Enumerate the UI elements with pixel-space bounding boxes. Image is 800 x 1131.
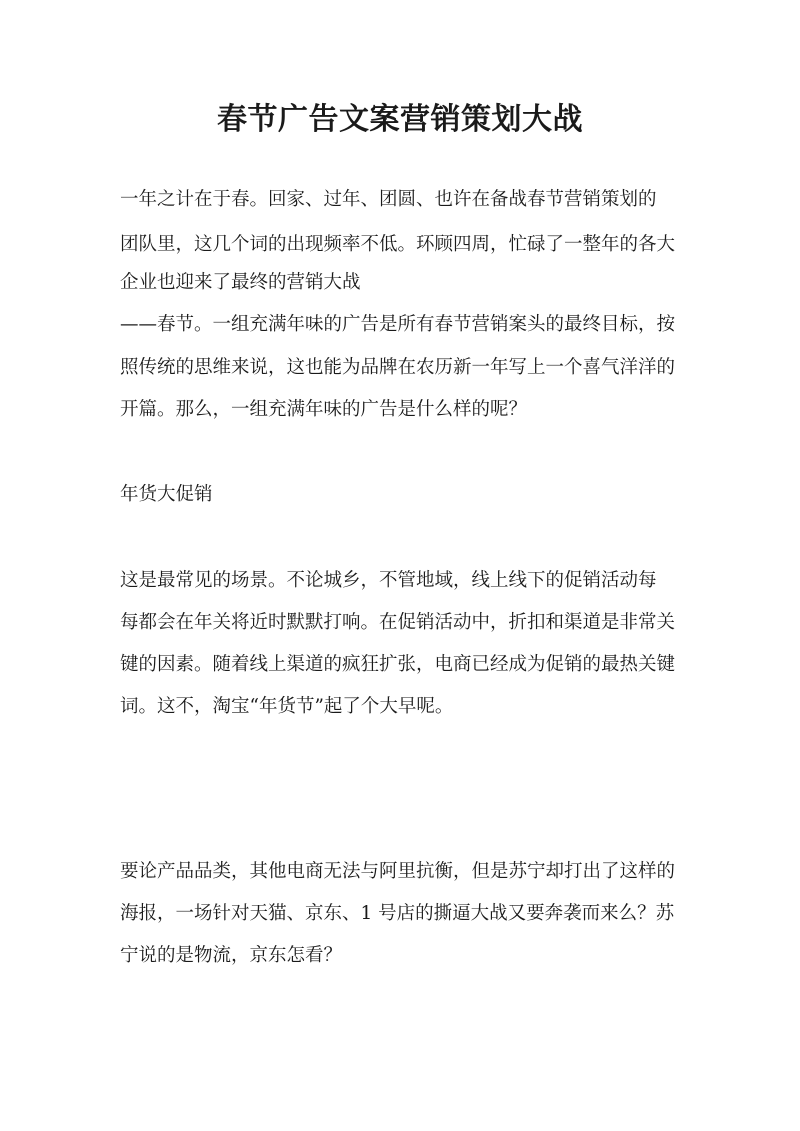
intro-line-1: 一年之计在于春。回家、过年、团圆、也许在备战春节营销策划的	[120, 189, 657, 210]
intro-line-5: 照传统的思维来说，这也能为品牌在农历新一年写上一个喜气洋洋的	[120, 357, 676, 378]
closing-line-3: 宁说的是物流，京东怎看？	[120, 945, 343, 966]
section-heading: 年货大促销	[120, 484, 213, 505]
closing-line-2: 海报，一场针对天猫、京东、1 号店的撕逼大战又要奔袭而来么？苏	[120, 903, 675, 924]
section-line-2: 每都会在年关将近时默默打响。在促销活动中，折扣和渠道是非常关	[120, 612, 676, 633]
section-line-3: 键的因素。随着线上渠道的疯狂扩张，电商已经成为促销的最热关键	[120, 654, 676, 675]
closing-line-1: 要论产品品类，其他电商无法与阿里抗衡，但是苏宁却打出了这样的	[120, 861, 676, 882]
section-line-4: 词。这不，淘宝“年货节”起了个大早呢。	[120, 696, 454, 717]
intro-line-3: 企业也迎来了最终的营销大战	[120, 272, 361, 293]
intro-line-2: 团队里，这几个词的出现频率不低。环顾四周，忙碌了一整年的各大	[120, 234, 676, 255]
document-title: 春节广告文案营销策划大战	[217, 102, 583, 137]
intro-line-6: 开篇。那么，一组充满年味的广告是什么样的呢？	[120, 399, 528, 420]
intro-line-4: ——春节。一组充满年味的广告是所有春节营销案头的最终目标，按	[120, 314, 676, 335]
section-line-1: 这是最常见的场景。不论城乡，不管地域，线上线下的促销活动每	[120, 570, 657, 591]
